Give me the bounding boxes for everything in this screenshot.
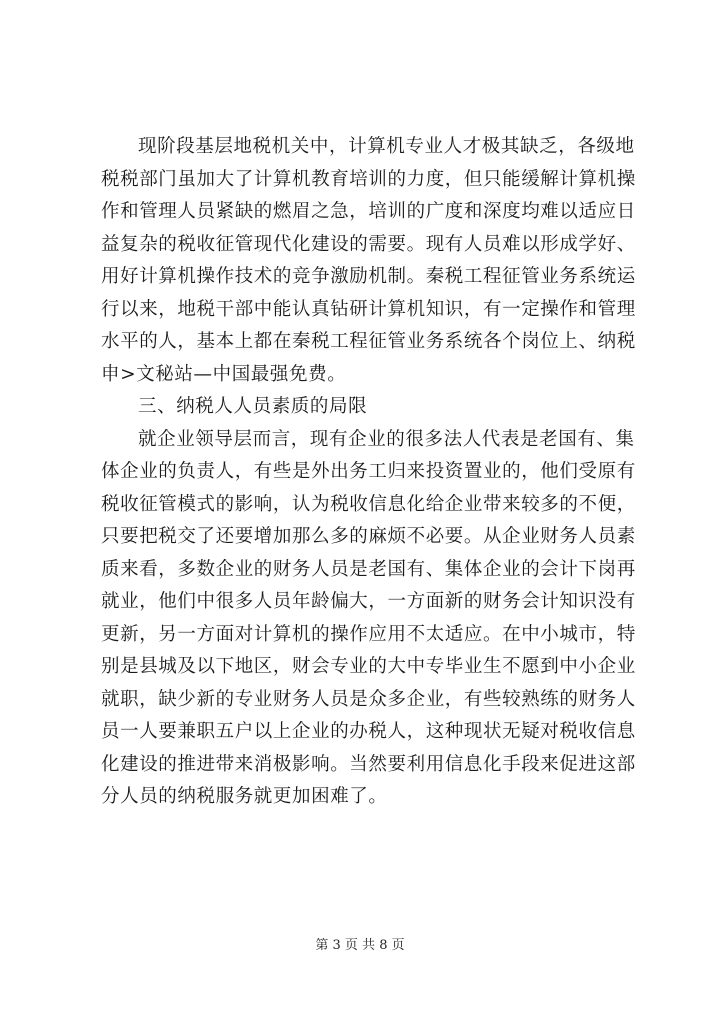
paragraph-line: 员一人要兼职五户以上企业的办税人，这种现状无疑对税收信息 [101, 721, 636, 742]
paragraph-line: 税税部门虽加大了计算机教育培训的力度，但只能缓解计算机操 [101, 168, 636, 190]
page-number-footer: 第 3 页 共 8 页 [315, 938, 405, 953]
document-body [101, 131, 636, 814]
paragraph-line: 行以来，地税干部中能认真钻研计算机知识，有一定操作和管理 [101, 298, 636, 320]
paragraph-line: 就企业领导层而言，现有企业的很多法人代表是老国有、集 [138, 428, 635, 450]
paragraph-line: 申>文秘站—中国最强免费。 [101, 363, 347, 385]
paragraph-line: 别是县城及以下地区，财会专业的大中专毕业生不愿到中小企业 [101, 656, 636, 677]
paragraph-line: 就职，缺少新的专业财务人员是众多企业，有些较熟练的财务人 [101, 688, 636, 710]
paragraph-line: 体企业的负责人，有些是外出务工归来投资置业的，他们受原有 [101, 461, 636, 482]
paragraph-line: 化建设的推进带来消极影响。当然要利用信息化手段来促进这部 [101, 753, 636, 775]
paragraph-line: 水平的人，基本上都在秦税工程征管业务系统各个岗位上、纳税 [101, 331, 636, 352]
paragraph-line: 现阶段基层地税机关中，计算机专业人才极其缺乏，各级地 [138, 136, 635, 157]
paragraph-line: 只要把税交了还要增加那么多的麻烦不必要。从企业财务人员素 [101, 526, 636, 547]
paragraph-line: 用好计算机操作技术的竞争激励机制。秦税工程征管业务系统运 [101, 266, 636, 287]
paragraph-line: 就业，他们中很多人员年龄偏大，一方面新的财务会计知识没有 [101, 591, 636, 612]
section-heading: 三、纳税人人员素质的局限 [138, 396, 368, 417]
paragraph-line: 质来看，多数企业的财务人员是老国有、集体企业的会计下岗再 [101, 558, 636, 580]
paragraph-line: 作和管理人员紧缺的燃眉之急，培训的广度和深度均难以适应日 [101, 201, 636, 222]
paragraph-line: 税收征管模式的影响，认为税收信息化给企业带来较多的不便， [101, 493, 636, 515]
paragraph-line: 益复杂的税收征管现代化建设的需要。现有人员难以形成学好、 [101, 233, 636, 255]
paragraph-line: 分人员的纳税服务就更加困难了。 [101, 786, 388, 807]
paragraph-line: 更新，另一方面对计算机的操作应用不太适应。在中小城市，特 [101, 623, 636, 645]
